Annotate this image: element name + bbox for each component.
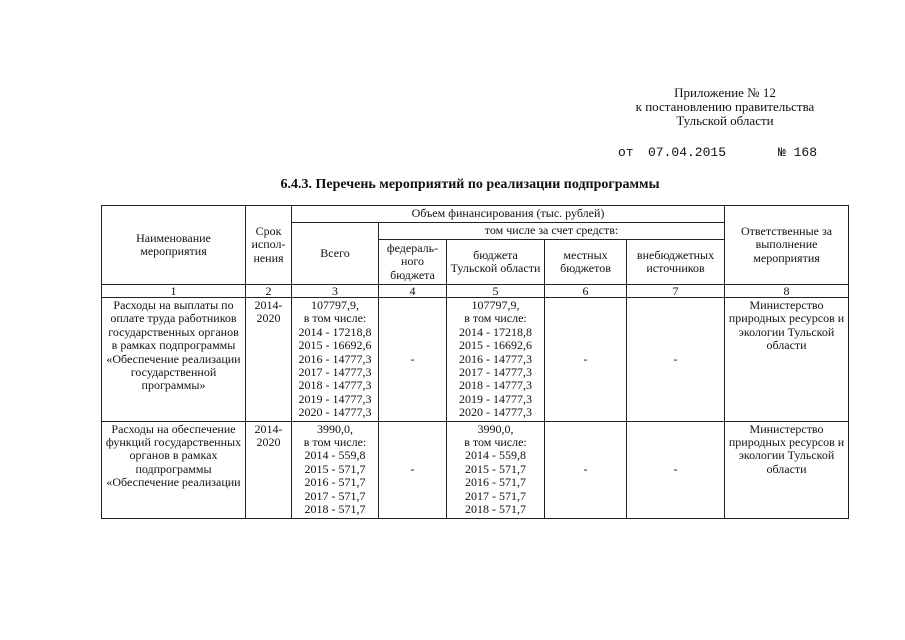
column-number: 2 — [246, 285, 292, 298]
measure-local: - — [545, 421, 627, 518]
measure-extra: - — [627, 421, 725, 518]
measure-term: 2014-2020 — [246, 421, 292, 518]
header-total: Всего — [292, 223, 379, 285]
table-row — [102, 421, 849, 518]
decree-date: 07.04.2015 — [648, 145, 727, 160]
header-term: Срок испол-нения — [246, 206, 292, 285]
header-federal: федераль-ного бюджета — [379, 240, 447, 285]
appendix-header — [600, 86, 850, 128]
header-extra: внебюджетных источников — [627, 240, 725, 285]
measure-local: - — [545, 298, 627, 422]
appendix-number: Приложение № 12 — [674, 85, 776, 100]
measure-federal: - — [379, 421, 447, 518]
column-number: 5 — [447, 285, 545, 298]
column-number: 1 — [102, 285, 246, 298]
decree-from-label: от — [618, 145, 634, 160]
measure-responsible: Министерство природных ресурсов и экологии Тульской области — [725, 298, 849, 422]
header-regional: бюджета Тульской области — [447, 240, 545, 285]
decree-number: № 168 — [778, 145, 818, 160]
column-number: 7 — [627, 285, 725, 298]
measure-extra: - — [627, 298, 725, 422]
column-number: 8 — [725, 285, 849, 298]
appendix-region: Тульской области — [676, 113, 774, 128]
measure-name: Расходы на выплаты по оплате труда работников государственных органов в рамках подпрограммы «Обеспечение реализации государственной программы» — [102, 298, 246, 422]
column-number: 3 — [292, 285, 379, 298]
column-numbers-row — [102, 285, 849, 298]
header-including: том числе за счет средств: — [379, 223, 725, 240]
measures-table — [101, 205, 849, 519]
measure-responsible: Министерство природных ресурсов и экологии Тульской области — [725, 421, 849, 518]
measure-regional: 3990,0, в том числе: 2014 - 559,8 2015 - 571,7 2016 - 571,7 2017 - 571,7 2018 - 571,7 — [447, 421, 545, 518]
appendix-reference: к постановлению правительства — [635, 99, 815, 114]
header-name: Наименование мероприятия — [102, 206, 246, 285]
measure-term: 2014-2020 — [246, 298, 292, 422]
measure-regional: 107797,9, в том числе: 2014 - 17218,8 2015 - 16692,6 2016 - 14777,3 2017 - 14777,3 2018 - 14777,3 2019 - 14777,3 2020 - 14777,3 — [447, 298, 545, 422]
measure-name: Расходы на обеспечение функций государственных органов в рамках подпрограммы «Обеспечение реализации — [102, 421, 246, 518]
header-local: местных бюджетов — [545, 240, 627, 285]
header-funding: Объем финансирования (тыс. рублей) — [292, 206, 725, 223]
table-row — [102, 298, 849, 422]
document-title: 6.4.3. Перечень мероприятий по реализации подпрограммы — [280, 177, 660, 192]
header-responsible: Ответственные за выполнение мероприятия — [725, 206, 849, 285]
column-number: 4 — [379, 285, 447, 298]
measure-federal: - — [379, 298, 447, 422]
column-number: 6 — [545, 285, 627, 298]
measure-total: 3990,0, в том числе: 2014 - 559,8 2015 - 571,7 2016 - 571,7 2017 - 571,7 2018 - 571,7 — [292, 421, 379, 518]
measure-total: 107797,9, в том числе: 2014 - 17218,8 2015 - 16692,6 2016 - 14777,3 2017 - 14777,3 2018 - 14777,3 2019 - 14777,3 2020 - 14777,3 — [292, 298, 379, 422]
header-row-1 — [102, 206, 849, 223]
